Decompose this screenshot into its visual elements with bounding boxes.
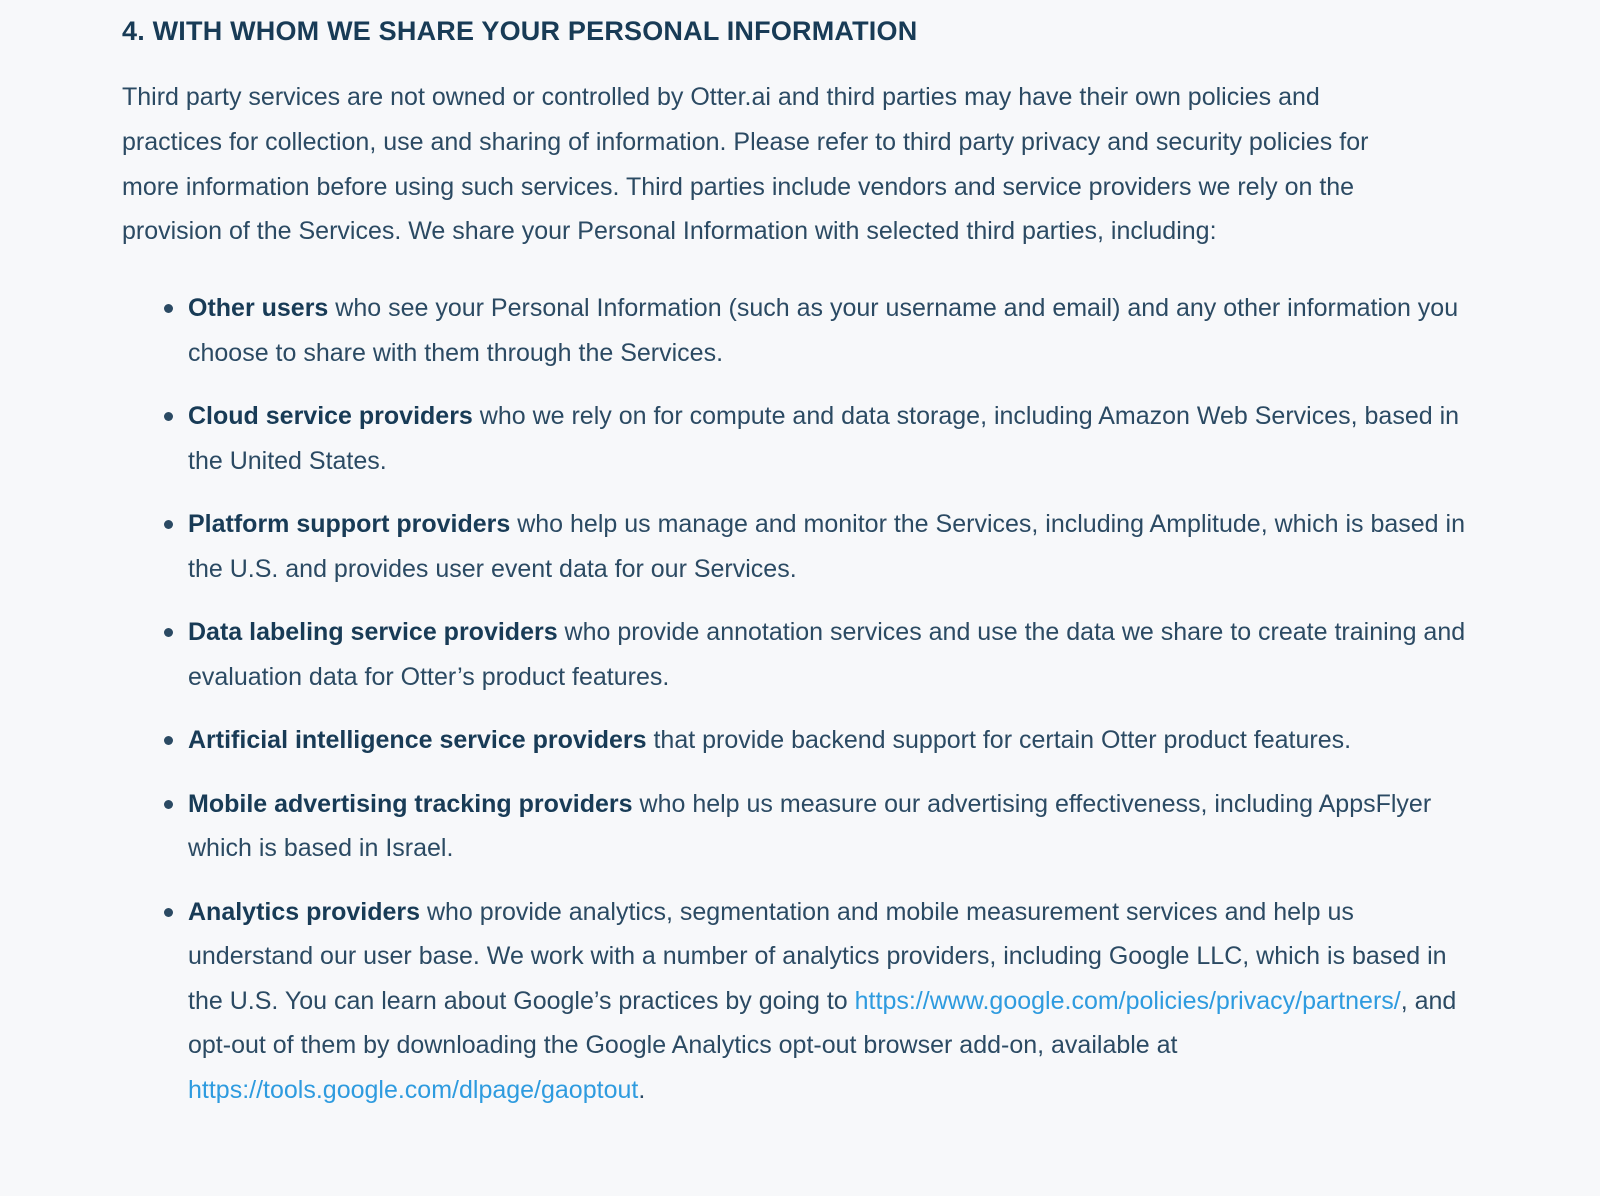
list-item: [122, 718, 1478, 763]
list-item-text: who see your Personal Information (such as your username and email) and any other information you choose to share with them through the Services.: [188, 294, 1459, 367]
list-item-text: who help us measure our advertising effectiveness, including AppsFlyer which is based in Israel.: [188, 789, 1432, 863]
list-item-text: that provide backend support for certain Otter product features.: [646, 726, 1352, 755]
google-privacy-partners-link[interactable]: https://www.google.com/policies/privacy/partners/: [854, 986, 1401, 1015]
list-item-lead: Analytics providers: [188, 897, 421, 926]
google-analytics-optout-link[interactable]: https://tools.google.com/dlpage/gaoptout: [188, 1075, 639, 1104]
list-item-text: , and opt-out of them by downloading the Google Analytics opt-out browser add-on, available at: [188, 986, 1457, 1060]
intro-paragraph: Third party services are not owned or controlled by Otter.ai and third parties may have their own policies and practices for collection, use and sharing of information. Please refer to third party privacy and security policies for more information before using such services. Third parties include vendors and service providers we rely on the provision of the Services. We share your Personal Information with selected third parties, including:: [122, 83, 1369, 246]
third-party-list: [122, 286, 1480, 1112]
page-title: 4. WITH WHOM WE SHARE YOUR PERSONAL INFORMATION: [122, 16, 918, 46]
list-item-text: .: [638, 1075, 646, 1104]
list-item-text: who we rely on for compute and data storage, including Amazon Web Services, based in the United States.: [188, 402, 1460, 475]
list-item-text: who provide annotation services and use the data we share to create training and evaluation data for Otter’s product features.: [188, 618, 1466, 691]
list-item-analytics: [122, 890, 1478, 1113]
list-item-lead: Other users: [188, 294, 329, 323]
list-item-lead: Data labeling service providers: [188, 618, 558, 647]
list-item: [122, 502, 1478, 591]
list-item: [122, 782, 1478, 871]
list-item-text: who help us manage and monitor the Services, including Amplitude, which is based in the U.S. and provides user event data for our Services.: [188, 510, 1465, 583]
list-item-lead: Cloud service providers: [188, 402, 473, 431]
list-item-lead: Platform support providers: [188, 510, 511, 539]
list-item: [122, 394, 1478, 483]
list-item-lead: Artificial intelligence service providers: [188, 726, 647, 755]
list-item-text: who provide analytics, segmentation and mobile measurement services and help us understand our user base. We work with a number of analytics providers, including Google LLC, which is based in the U.S. You can learn about Google’s practices by going to: [188, 897, 1447, 1015]
list-item: [122, 610, 1478, 699]
list-item-lead: Mobile advertising tracking providers: [188, 789, 633, 818]
list-item: [122, 286, 1478, 375]
